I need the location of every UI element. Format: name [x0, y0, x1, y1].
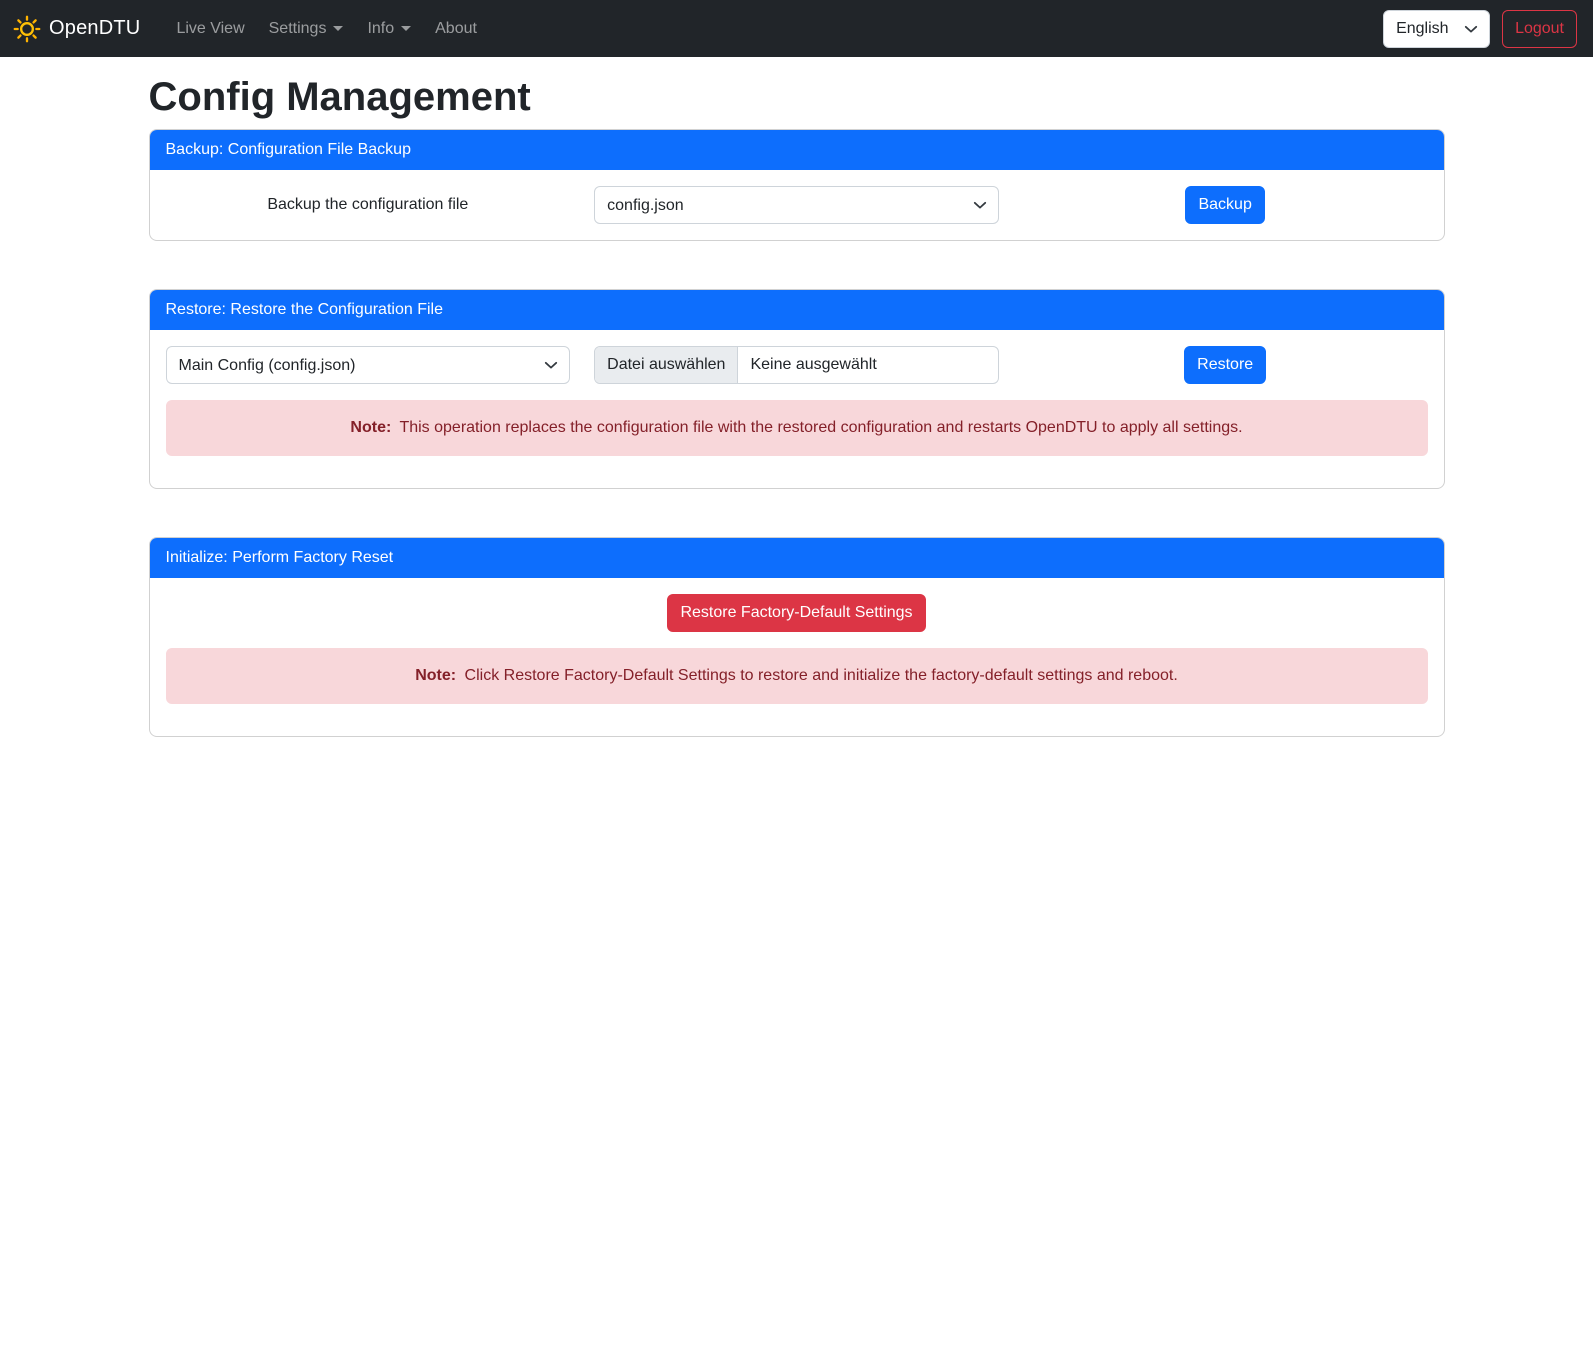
nav-item-label: About — [435, 19, 477, 37]
backup-button[interactable]: Backup — [1185, 186, 1264, 224]
restore-card-body — [150, 330, 1444, 488]
note-label: Note: — [350, 419, 392, 436]
factory-reset-card-body — [150, 578, 1444, 736]
nav-item-label: Settings — [268, 19, 327, 37]
restore-card — [149, 289, 1445, 489]
nav-item-label: Live View — [176, 19, 245, 37]
restore-config-select[interactable] — [166, 346, 571, 384]
nav-item-about[interactable] — [427, 12, 485, 46]
factory-reset-note-alert — [166, 648, 1428, 704]
logout-button[interactable]: Logout — [1502, 10, 1577, 48]
note-text: Click Restore Factory-Default Settings to restore and initialize the factory-default settings and reboot. — [460, 667, 1178, 684]
language-select[interactable] — [1383, 10, 1490, 48]
main-content — [137, 57, 1457, 737]
note-text: This operation replaces the configuration file with the restored configuration and restarts OpenDTU to apply all settings. — [395, 419, 1243, 436]
navbar — [0, 0, 1593, 57]
chevron-down-icon — [401, 26, 411, 31]
backup-card — [149, 129, 1445, 241]
sun-icon — [13, 15, 41, 43]
nav-item-settings[interactable] — [261, 12, 352, 46]
nav-item-info[interactable] — [359, 12, 419, 46]
nav-item-live-view[interactable] — [168, 12, 252, 46]
backup-file-select[interactable] — [594, 186, 999, 224]
restore-file-input[interactable] — [594, 346, 999, 384]
chevron-down-icon — [333, 26, 343, 31]
note-label: Note: — [415, 667, 457, 684]
backup-card-header: Backup: Configuration File Backup — [150, 130, 1444, 170]
navbar-left — [13, 12, 489, 46]
factory-reset-card — [149, 537, 1445, 737]
nav-item-label: Info — [367, 19, 395, 37]
factory-reset-card-header: Initialize: Perform Factory Reset — [150, 538, 1444, 578]
restore-card-header: Restore: Restore the Configuration File — [150, 290, 1444, 330]
navbar-right — [1383, 10, 1577, 48]
file-choose-button[interactable]: Datei auswählen — [595, 347, 738, 383]
brand-name: OpenDTU — [49, 17, 141, 39]
factory-reset-button[interactable]: Restore Factory-Default Settings — [667, 594, 925, 632]
backup-card-body — [150, 170, 1444, 240]
brand-link[interactable] — [13, 15, 140, 43]
page-title: Config Management — [148, 75, 531, 119]
restore-note-alert — [166, 400, 1428, 456]
backup-file-label: Backup the configuration file — [267, 196, 469, 213]
file-status-text: Keine ausgewählt — [750, 356, 877, 373]
restore-button[interactable]: Restore — [1184, 346, 1266, 384]
